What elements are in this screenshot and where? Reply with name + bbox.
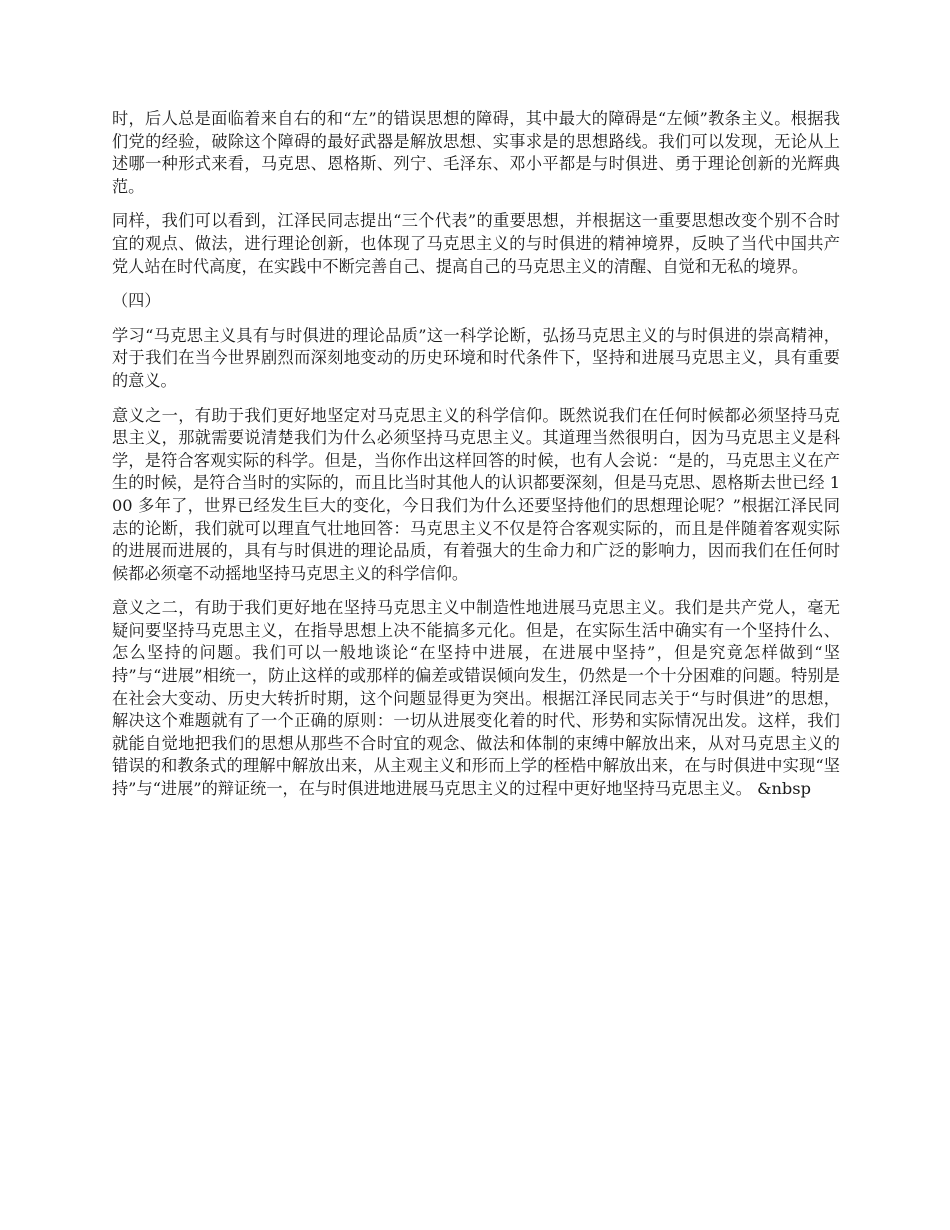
document-body <box>112 108 840 813</box>
paragraph-3: 学习“马克思主义具有与时俱进的理论品质”这一科学论断，弘扬马克思主义的与时俱进的崇高精神，对于我们在当今世界剧烈而深刻地变动的历史环境和时代条件下，坚持和进展马克思主义，具有重要的意义。 <box>112 325 840 390</box>
paragraph-4: 意义之一，有助于我们更好地坚定对马克思主义的科学信仰。既然说我们在任何时候都必须坚持马克思主义，那就需要说清楚我们为什么必须坚持马克思主义。其道理当然很明白，因为马克思主义是科学，是符合客观实际的科学。但是，当你作出这样回答的时候，也有人会说：“是的，马克思主义在产生的时候，是符合当时的实际的，而且比当时其他人的认识都要深刻，但是马克思、恩格斯去世已经 100 多年了，世界已经发生巨大的变化，今日我们为什么还要坚持他们的思想理论呢？”根据江泽民同志的论断，我们就可以理直气壮地回答：马克思主义不仅是符合客观实际的，而且是伴随着客观实际的进展而进展的，具有与时俱进的理论品质，有着强大的生命力和广泛的影响力，因而我们在任何时候都必须毫不动摇地坚持马克思主义的科学信仰。 <box>112 405 840 583</box>
paragraph-5: 意义之二，有助于我们更好地在坚持马克思主义中制造性地进展马克思主义。我们是共产党人，毫无疑问要坚持马克思主义，在指导思想上决不能搞多元化。但是，在实际生活中确实有一个坚持什么、怎么坚持的问题。我们可以一般地谈论“在坚持中进展，在进展中坚持”，但是究竟怎样做到“坚持”与“进展”相统一，防止这样的或那样的偏差或错误倾向发生，仍然是一个十分困难的问题。特别是在社会大变动、历史大转折时期，这个问题显得更为突出。根据江泽民同志关于“与时俱进”的思想，解决这个难题就有了一个正确的原则：一切从进展变化着的时代、形势和实际情况出发。这样，我们就能自觉地把我们的思想从那些不合时宜的观念、做法和体制的束缚中解放出来，从对马克思主义的错误的和教条式的理解中解放出来，从主观主义和形而上学的桎梏中解放出来，在与时俱进中实现“坚持”与“进展”的辩证统一，在与时俱进地进展马克思主义的过程中更好地坚持马克思主义。 &nbsp <box>112 598 840 799</box>
paragraph-1: 时，后人总是面临着来自右的和“左”的错误思想的障碍，其中最大的障碍是“左倾”教条主义。根据我们党的经验，破除这个障碍的最好武器是解放思想、实事求是的思想路线。我们可以发现，无论从上述哪一种形式来看，马克思、恩格斯、列宁、毛泽东、邓小平都是与时俱进、勇于理论创新的光辉典范。 <box>112 109 840 196</box>
section-heading: （四） <box>112 291 161 311</box>
paragraph-2: 同样，我们可以看到，江泽民同志提出“三个代表”的重要思想，并根据这一重要思想改变个别不合时宜的观点、做法，进行理论创新，也体现了马克思主义的与时俱进的精神境界，反映了当代中国共产党人站在时代高度，在实践中不断完善自己、提高自己的马克思主义的清醒、自觉和无私的境界。 <box>112 211 840 276</box>
